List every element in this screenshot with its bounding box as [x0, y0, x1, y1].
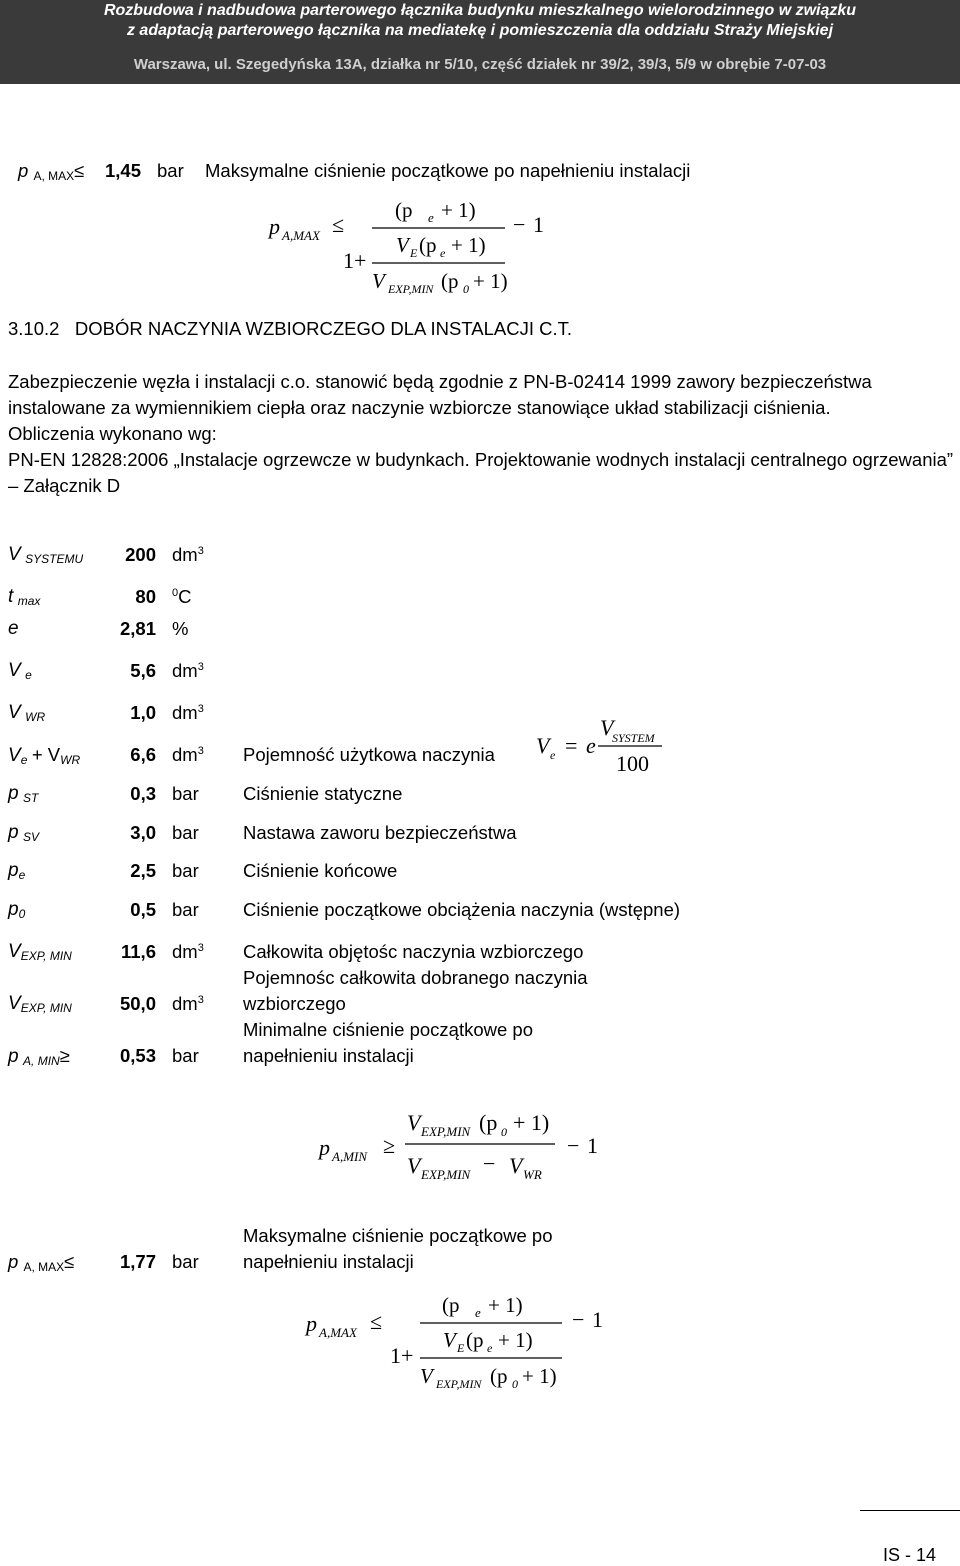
- svg-text:V: V: [372, 269, 385, 293]
- svg-text:A,MAX: A,MAX: [282, 228, 320, 243]
- param-row: $V_{EXP, MIN}$: [8, 993, 72, 1015]
- param-unit: $dm^3$: [172, 744, 204, 765]
- svg-text:(p: (p: [466, 1328, 484, 1352]
- bottom-pamax-desc-line2: napełnieniu instalacji: [243, 1251, 414, 1272]
- param-description: Pojemność użytkowa naczynia: [243, 744, 495, 765]
- svg-text:E: E: [410, 246, 418, 260]
- svg-text:EXP,MIN: EXP,MIN: [436, 1377, 482, 1391]
- top-pamax-value: 1,45: [105, 160, 142, 181]
- param-value: 80: [135, 586, 156, 607]
- page-number: IS - 14: [883, 1545, 937, 1565]
- svg-text:+ 1): + 1): [513, 1110, 550, 1135]
- svg-text:−: −: [483, 1151, 496, 1176]
- svg-text:(p: (p: [419, 233, 437, 257]
- footer-divider: [860, 1510, 960, 1511]
- bottom-pamax-unit: bar: [172, 1251, 199, 1272]
- svg-text:0: 0: [512, 1377, 518, 1391]
- param-row: V $_e$: [8, 660, 32, 682]
- svg-text:+ 1): + 1): [451, 233, 486, 257]
- svg-text:SYSTEM: SYSTEM: [612, 731, 655, 745]
- intro-line-5: – Załącznik D: [8, 475, 121, 496]
- svg-text:e: e: [487, 1341, 493, 1355]
- svg-text:EXP,MIN: EXP,MIN: [388, 282, 434, 296]
- param-unit: $dm^3$: [172, 702, 204, 723]
- svg-text:=: =: [565, 733, 578, 758]
- svg-text:V: V: [536, 733, 550, 758]
- param-value: 2,5: [130, 860, 156, 881]
- param-row: e: [8, 618, 19, 639]
- svg-text:e: e: [550, 748, 556, 762]
- bottom-pamax-value: 1,77: [120, 1251, 157, 1272]
- param-value: 11,6: [121, 941, 156, 962]
- param-row: V $_{SYSTEMU}$: [8, 544, 84, 566]
- param-description: Ciśnienie statyczne: [243, 783, 403, 804]
- param-value: 0,5: [130, 899, 156, 920]
- param-unit: bar: [172, 822, 199, 843]
- svg-text:E: E: [457, 1341, 465, 1355]
- param-description: Ciśnienie końcowe: [243, 860, 398, 881]
- svg-text:+ 1): + 1): [498, 1328, 533, 1352]
- svg-text:(p: (p: [441, 269, 459, 293]
- section-number: 3.10.2: [8, 318, 60, 339]
- param-unit: $dm^3$: [172, 941, 204, 962]
- param-value: 2,81: [119, 618, 156, 639]
- param-value: 0,53: [119, 1045, 156, 1066]
- param-row: $V_e + V_{WR}$: [8, 744, 81, 767]
- svg-text:V: V: [407, 1153, 421, 1178]
- param-value: 1,0: [130, 702, 156, 723]
- svg-text:100: 100: [616, 751, 649, 776]
- formula-ve: [530, 713, 670, 777]
- svg-text:V: V: [443, 1328, 456, 1352]
- svg-text:−: −: [572, 1307, 585, 1332]
- svg-text:(p: (p: [479, 1110, 498, 1135]
- svg-text:V: V: [600, 715, 614, 740]
- top-pamax-symbol: p $_{A, MAX}$≤: [18, 160, 85, 183]
- svg-text:WR: WR: [523, 1167, 542, 1182]
- svg-text:+ 1): + 1): [522, 1364, 557, 1388]
- svg-text:e: e: [440, 246, 446, 260]
- param-value: 3,0: [130, 822, 156, 843]
- svg-text:V: V: [420, 1364, 433, 1388]
- param-unit: bar: [172, 860, 199, 881]
- intro-line-1: Zabezpieczenie węzła i instalacji c.o. stanowić będą zgodnie z PN-B-02414 1999 zawory bezpieczeństwa: [8, 371, 872, 392]
- header-title-line2: z adaptacją parterowego łącznika na mediatekę i pomieszczenia dla oddziału Straży Miejskiej: [126, 22, 834, 39]
- svg-text:1+: 1+: [390, 1343, 414, 1368]
- svg-text:0: 0: [463, 282, 469, 296]
- param-unit: $dm^3$: [172, 993, 204, 1014]
- svg-text:(p: (p: [442, 1293, 460, 1317]
- param-unit: bar: [172, 783, 199, 804]
- param-unit: $dm^3$: [172, 544, 204, 565]
- intro-line-2: instalowane za wymiennikiem ciepła oraz naczynie wzbiorcze stanowiące układ stabilizacji ciśnienia.: [8, 397, 831, 418]
- intro-line-3: Obliczenia wykonano wg:: [8, 423, 217, 444]
- svg-text:1+: 1+: [343, 248, 367, 273]
- top-pamax-unit: bar: [157, 160, 184, 181]
- formula-pamin: [315, 1105, 615, 1185]
- param-unit: %: [172, 618, 189, 639]
- param-description: Całkowita objętośc naczynia wzbiorczego: [243, 941, 584, 962]
- param-row: V $_{WR}$: [8, 702, 46, 724]
- bottom-pamax-desc-line1: Maksymalne ciśnienie początkowe po: [243, 1225, 553, 1246]
- param-row: $p_e$: [8, 860, 26, 882]
- param-unit: bar: [172, 899, 199, 920]
- intro-line-4: PN-EN 12828:2006 „Instalacje ogrzewcze w budynkach. Projektowanie wodnych instalacji centralnego ogrzewania”: [8, 449, 954, 470]
- param-row: t $_{max}$: [8, 586, 41, 608]
- param-unit: bar: [172, 1045, 199, 1066]
- param-description: Nastawa zaworu bezpieczeństwa: [243, 822, 517, 843]
- param-description-line1: Pojemnośc całkowita dobranego naczynia: [243, 967, 588, 988]
- svg-text:V: V: [407, 1110, 421, 1135]
- formula-lhs: p: [269, 214, 280, 239]
- svg-text:p: p: [306, 1311, 317, 1336]
- svg-text:−: −: [513, 212, 526, 237]
- svg-text:(p: (p: [490, 1364, 508, 1388]
- param-description: Ciśnienie początkowe obciążenia naczynia (wstępne): [243, 899, 681, 920]
- svg-text:A,MIN: A,MIN: [332, 1149, 368, 1164]
- param-row: p $_{ST}$: [8, 783, 39, 805]
- param-row: p $_{SV}$: [8, 822, 40, 844]
- param-value: 50,0: [119, 993, 156, 1014]
- svg-text:EXP,MIN: EXP,MIN: [421, 1167, 471, 1182]
- formula-pamax-bottom: [300, 1285, 610, 1397]
- param-unit: $^0$C: [172, 586, 192, 607]
- param-value: 200: [125, 544, 156, 565]
- svg-text:e: e: [475, 1305, 481, 1320]
- svg-text:≤: ≤: [332, 212, 345, 237]
- param-value: 0,3: [130, 783, 156, 804]
- svg-text:≥: ≥: [383, 1133, 396, 1158]
- formula-pamax-top: [255, 192, 555, 304]
- svg-text:+ 1): + 1): [488, 1293, 523, 1317]
- svg-text:V: V: [396, 233, 409, 257]
- svg-text:V: V: [509, 1153, 523, 1178]
- svg-text:+ 1): + 1): [441, 198, 476, 222]
- bottom-pamax-symbol: p $_{A, MAX}$≤: [8, 1251, 75, 1274]
- svg-text:−: −: [567, 1133, 580, 1158]
- svg-text:A,MAX: A,MAX: [319, 1325, 357, 1340]
- svg-text:EXP,MIN: EXP,MIN: [421, 1124, 471, 1139]
- param-value: 5,6: [130, 660, 156, 681]
- svg-text:1: 1: [587, 1133, 598, 1158]
- svg-text:+ 1): + 1): [473, 269, 508, 293]
- param-row: $p_0$: [8, 899, 26, 921]
- section-title: DOBÓR NACZYNIA WZBIORCZEGO DLA INSTALACJI C.T.: [74, 318, 573, 339]
- svg-text:≤: ≤: [370, 1309, 383, 1334]
- section-heading: [8, 318, 572, 340]
- svg-text:p: p: [319, 1135, 330, 1160]
- svg-text:0: 0: [501, 1125, 507, 1139]
- svg-text:e: e: [428, 210, 434, 225]
- param-description-line1: Minimalne ciśnienie początkowe po: [243, 1019, 533, 1040]
- header-location: Warszawa, ul. Szegedyńska 13A, działka nr 5/10, część działek nr 39/2, 39/3, 5/9 w obrębie 7-07-03: [133, 56, 827, 73]
- svg-text:1: 1: [592, 1307, 603, 1332]
- svg-text:(p: (p: [395, 198, 413, 222]
- param-row: $V_{EXP, MIN}$: [8, 941, 72, 963]
- svg-text:e: e: [586, 733, 596, 758]
- document-header: [0, 0, 960, 84]
- param-description: napełnieniu instalacji: [243, 1045, 414, 1066]
- param-description: wzbiorczego: [243, 993, 346, 1014]
- param-value: 6,6: [130, 744, 156, 765]
- top-pamax-description: Maksymalne ciśnienie początkowe po napełnieniu instalacji: [205, 160, 691, 181]
- param-unit: $dm^3$: [172, 660, 204, 681]
- param-row: p $_{A, MIN}$≥: [8, 1045, 70, 1068]
- header-title-line1: Rozbudowa i nadbudowa parterowego łącznika budynku mieszkalnego wielorodzinnego w związku: [103, 2, 857, 19]
- svg-text:1: 1: [533, 212, 544, 237]
